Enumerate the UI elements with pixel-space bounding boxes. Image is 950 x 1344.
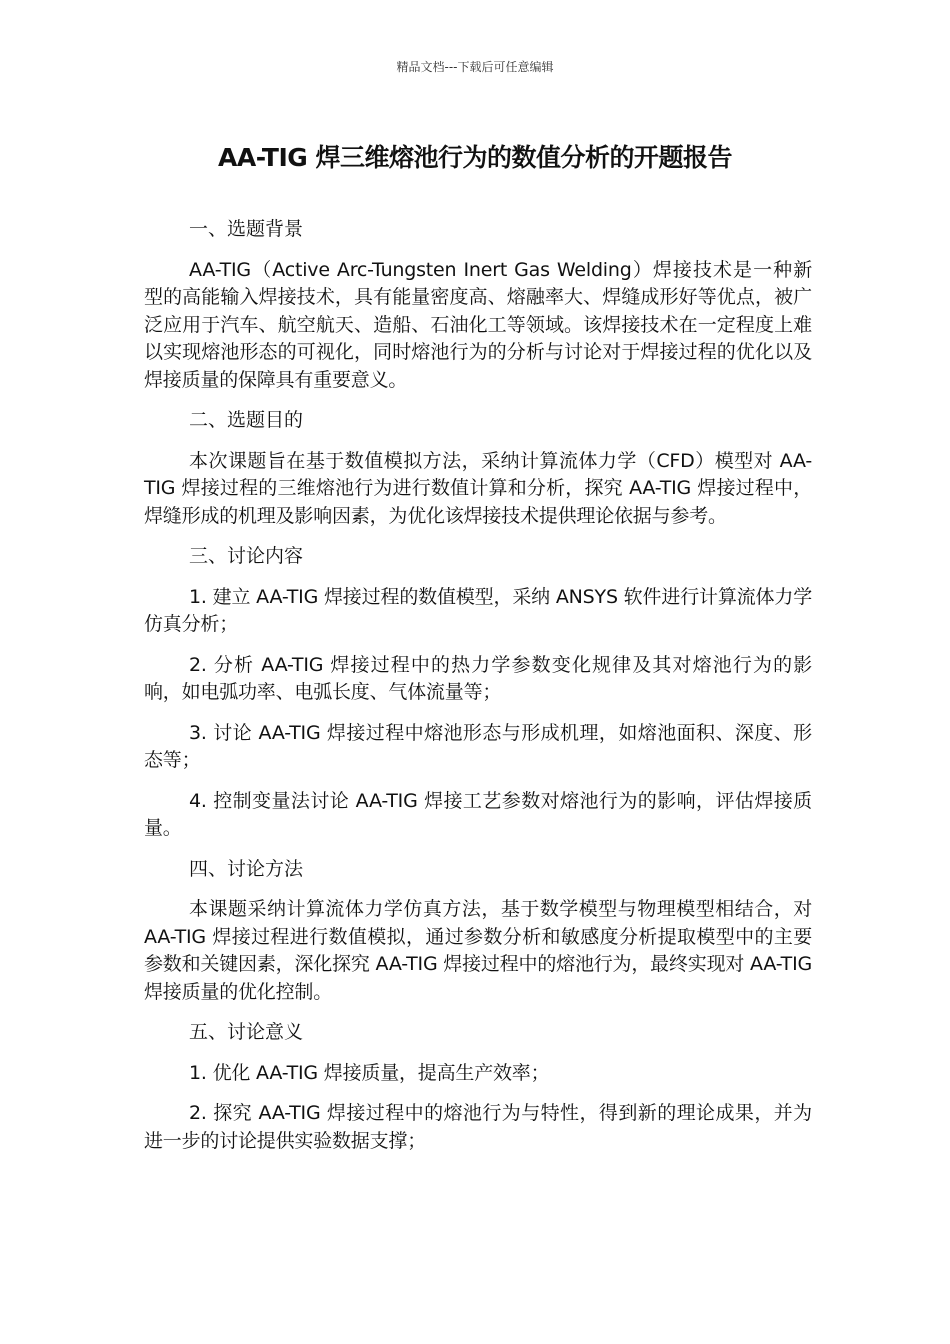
list-item-content-1: 1. 建立 AA-TIG 焊接过程的数值模型，采纳 ANSYS 软件进行计算流体力学仿真分析；: [144, 585, 812, 635]
document-title: AA-TIG 焊三维熔池行为的数值分析的开题报告: [218, 143, 732, 172]
list-item-significance-2: 2. 探究 AA-TIG 焊接过程中的熔池行为与特性，得到新的理论成果，并为进一步的讨论提供实验数据支撑；: [144, 1102, 812, 1152]
list-item-content-4: 4. 控制变量法讨论 AA-TIG 焊接工艺参数对熔池行为的影响，评估焊接质量。: [144, 789, 812, 839]
section-heading-background: 一、选题背景: [189, 218, 304, 240]
paragraph-background: AA-TIG（Active Arc-Tungsten Inert Gas Welding）焊接技术是一种新型的高能输入焊接技术，具有能量密度高、熔融率大、焊缝成形好等优点，被广泛应用于汽车、航空航天、造船、石油化工等领域。该焊接技术在一定程度上难以实现熔池形态的可视化，同时熔池行为的分析与讨论对于焊接过程的优化以及焊接质量的保障具有重要意义。: [144, 258, 812, 391]
header-note: 精品文档---下载后可任意编辑: [396, 60, 554, 74]
section-heading-method: 四、讨论方法: [189, 857, 304, 880]
section-heading-content: 三、讨论内容: [189, 545, 304, 567]
list-item-significance-1: 1. 优化 AA-TIG 焊接质量，提高生产效率；: [189, 1061, 550, 1084]
paragraph-method: 本课题采纳计算流体力学仿真方法，基于数学模型与物理模型相结合，对 AA-TIG 焊接过程进行数值模拟，通过参数分析和敏感度分析提取模型中的主要参数和关键因素，深化探究 AA-TIG 焊接过程中的熔池行为，最终实现对 AA-TIG 焊接质量的优化控制。: [144, 898, 812, 1003]
document-body: [144, 216, 812, 1168]
list-item-content-2: 2. 分析 AA-TIG 焊接过程中的热力学参数变化规律及其对熔池行为的影响，如电弧功率、电弧长度、气体流量等；: [144, 653, 812, 703]
list-item-content-3: 3. 讨论 AA-TIG 焊接过程中熔池形态与形成机理，如熔池面积、深度、形态等；: [144, 721, 812, 771]
section-heading-purpose: 二、选题目的: [189, 409, 304, 431]
section-heading-significance: 五、讨论意义: [189, 1021, 304, 1043]
paragraph-purpose: 本次课题旨在基于数值模拟方法，采纳计算流体力学（CFD）模型对 AA-TIG 焊接过程的三维熔池行为进行数值计算和分析，探究 AA-TIG 焊接过程中，焊缝形成的机理及影响因素，为优化该焊接技术提供理论依据与参考。: [144, 449, 812, 527]
